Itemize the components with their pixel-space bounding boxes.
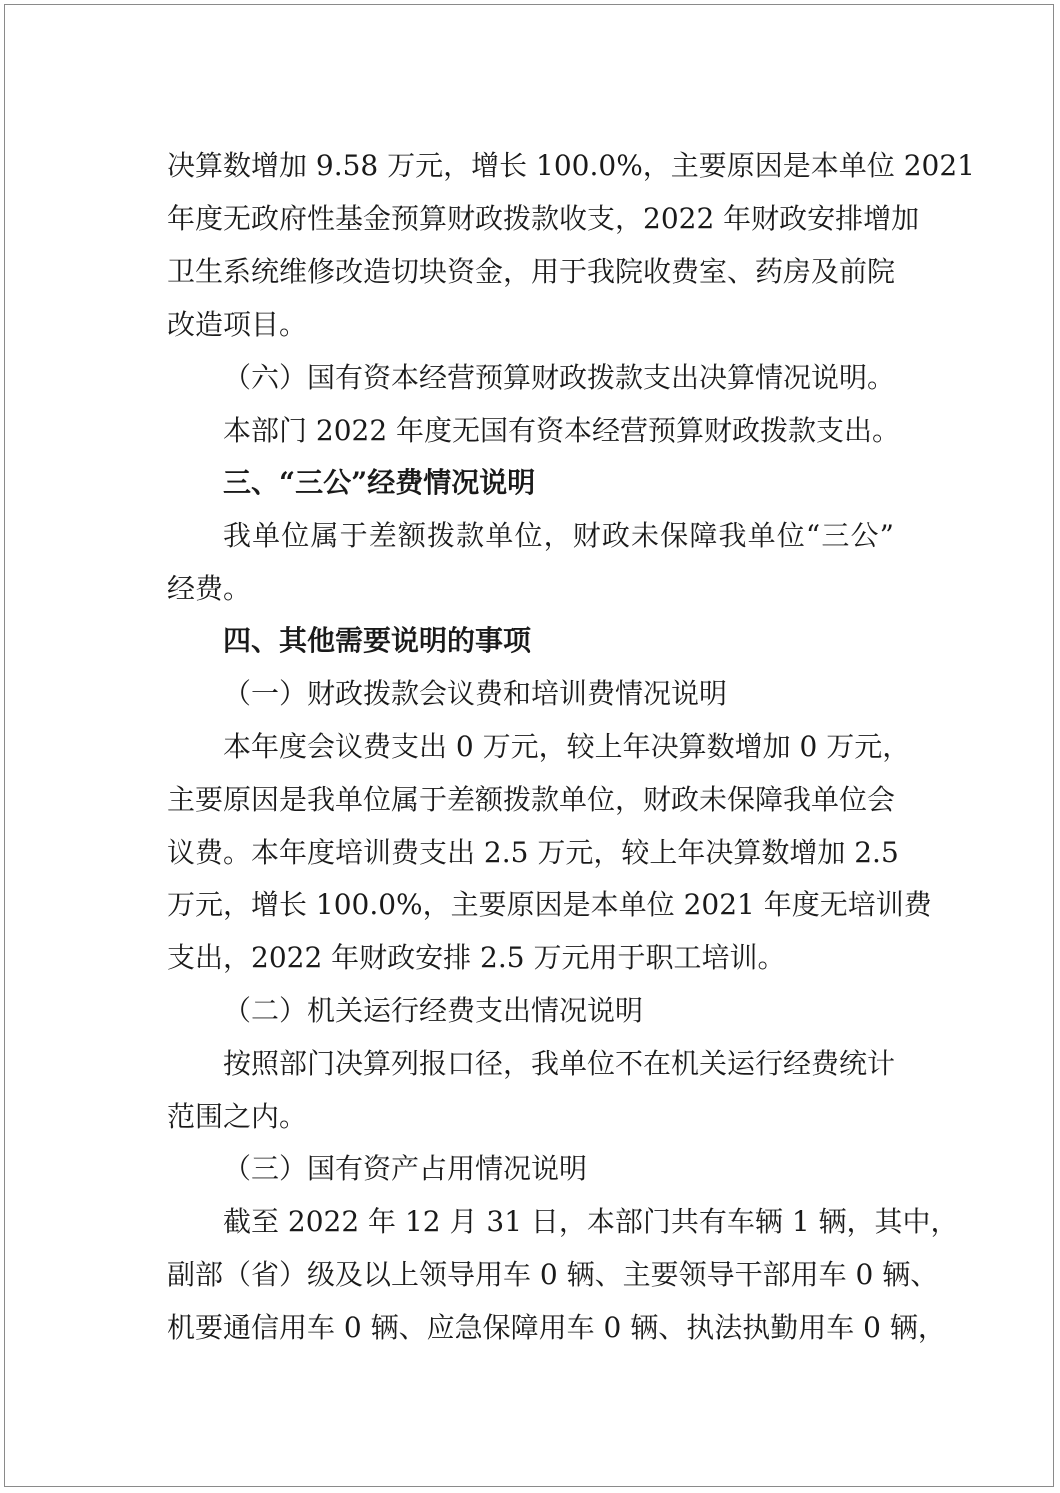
- body-text-line: 议费。本年度培训费支出 2.5 万元，较上年决算数增加 2.5: [167, 836, 899, 869]
- body-text-line: 本部门 2022 年度无国有资本经营预算财政拨款支出。: [223, 414, 901, 447]
- body-text-line: 万元，增长 100.0%，主要原因是本单位 2021 年度无培训费: [167, 888, 932, 921]
- section-heading: 四、其他需要说明的事项: [223, 624, 532, 657]
- body-text-line: 范围之内。: [167, 1100, 308, 1133]
- body-text-line: 决算数增加 9.58 万元，增长 100.0%，主要原因是本单位 2021: [167, 149, 975, 182]
- body-text-line: 主要原因是我单位属于差额拨款单位，财政未保障我单位会: [167, 783, 896, 816]
- body-text-line: 卫生系统维修改造切块资金，用于我院收费室、药房及前院: [167, 255, 896, 288]
- section-subheading: （一）财政拨款会议费和培训费情况说明: [223, 677, 728, 710]
- section-heading: 三、“三公”经费情况说明: [223, 466, 536, 499]
- body-text-line: 截至 2022 年 12 月 31 日，本部门共有车辆 1 辆，其中，: [223, 1205, 959, 1238]
- section-subheading: （二）机关运行经费支出情况说明: [223, 994, 644, 1027]
- body-text-line: 副部（省）级及以上领导用车 0 辆、主要领导干部用车 0 辆、: [167, 1258, 939, 1291]
- body-text-line: 经费。: [167, 572, 252, 605]
- section-subheading: （三）国有资产占用情况说明: [223, 1152, 588, 1185]
- body-text-line: 支出，2022 年财政安排 2.5 万元用于职工培训。: [167, 941, 786, 974]
- body-text-line: 按照部门决算列报口径，我单位不在机关运行经费统计: [223, 1047, 896, 1080]
- body-text-line: 我单位属于差额拨款单位，财政未保障我单位“三公”: [223, 519, 894, 552]
- body-text-line: 改造项目。: [167, 308, 308, 341]
- body-text-line: 本年度会议费支出 0 万元，较上年决算数增加 0 万元，: [223, 730, 911, 763]
- body-text-line: 机要通信用车 0 辆、应急保障用车 0 辆、执法执勤用车 0 辆，: [167, 1311, 946, 1344]
- section-subheading: （六）国有资本经营预算财政拨款支出决算情况说明。: [223, 361, 896, 394]
- body-text-line: 年度无政府性基金预算财政拨款收支，2022 年财政安排增加: [167, 202, 920, 235]
